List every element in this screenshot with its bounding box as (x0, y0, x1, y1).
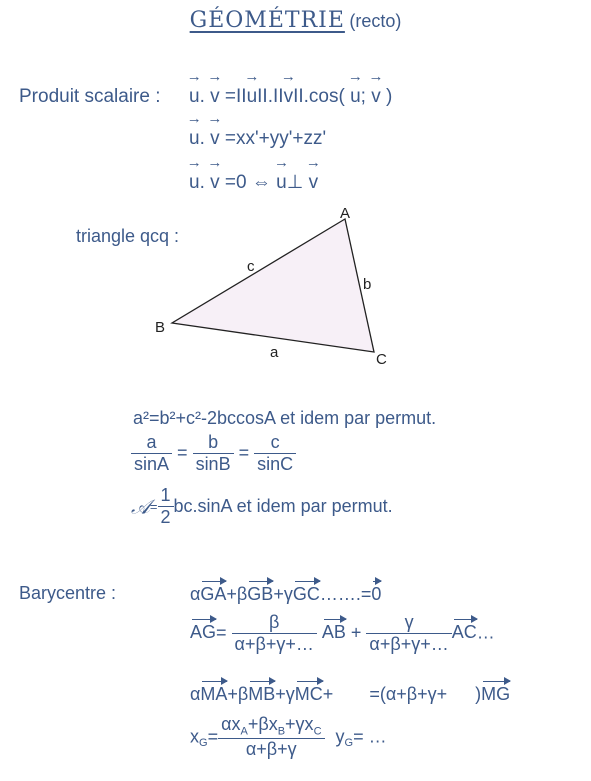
vertex-label-b: B (155, 319, 166, 336)
title-main: GÉOMÉTRIE (189, 8, 345, 33)
area-formula: 𝒜= $\frac{1}{2}$ bc.sinA et idem par permut. (131, 485, 393, 527)
vector-GB: GB (247, 584, 274, 604)
vector-u: → u (189, 86, 200, 108)
vector-u: → u (189, 128, 200, 150)
barycentre-line-1: αGA+βGB+γGC…….=0 (190, 584, 382, 604)
vector-u: → u (350, 86, 361, 108)
area-symbol: 𝒜 (131, 494, 150, 519)
vector-u: → u (276, 172, 287, 194)
vector-zero: 0 (371, 584, 382, 604)
barycentre-line-2: AG= $\frac{\beta}{\alpha+\beta+\gamma+\dots}$ AB + $\frac{\gamma}{\alpha+\beta+\gamma+\dots}$ AC… (190, 612, 495, 654)
vertex-label-c: C (376, 351, 387, 368)
vector-v: → v (210, 128, 220, 150)
vector-u: → u (247, 86, 258, 108)
vector-v: → v (210, 86, 220, 108)
vector-v: → v (210, 172, 220, 194)
barycentre-line-4: $x_G=$ $\frac{\alpha x_A+\beta x_B+\gamma x_C}{\alpha+\beta+\gamma}$ $y_G=$ … (190, 714, 387, 759)
vector-MA: MA (200, 684, 228, 704)
perpendicular-symbol: ⊥ (286, 172, 304, 193)
cosine-law: a²=b²+c²-2bccosA et idem par permut. (133, 408, 437, 428)
vector-u: → u (189, 172, 200, 194)
vector-MG: MG (481, 684, 511, 704)
vertex-label-a: A (340, 205, 351, 222)
vector-AB: AB (321, 622, 346, 643)
vector-v: → v (284, 86, 294, 108)
side-label-b: b (363, 276, 372, 293)
vector-AG: AG (190, 622, 217, 643)
barycentre-label: Barycentre : (19, 583, 117, 603)
vector-v: → v (371, 86, 381, 108)
vector-AC: AC (451, 622, 477, 643)
vector-GC: GC (292, 584, 320, 604)
sine-law: $\frac{a}{\sin A}$ = $\frac{b}{\sin B}$ = $\frac{c}{\sin C}$ (131, 432, 296, 475)
vector-GA: GA (200, 584, 227, 604)
scalar-line-2: → u. → v =xx'+yy'+zz' (189, 128, 326, 150)
title-sub: (recto) (349, 11, 402, 31)
scalar-line-1: → u. → v =II→ uII.II→ vII.cos( → u; → v ) (189, 86, 392, 108)
side-label-c: c (247, 258, 255, 275)
triangle-label: triangle qcq : (76, 226, 180, 246)
vector-v: → v (309, 172, 319, 194)
scalar-line-3: → u. → v =0 ⇔ → u⊥ → v (189, 171, 318, 194)
vector-MC: MC (294, 684, 323, 704)
vector-MB: MB (248, 684, 276, 704)
scalar-product-label: Produit scalaire : (19, 86, 161, 107)
barycentre-line-3: αMA+βMB+γMC+ =(α+β+γ+ )MG (190, 684, 511, 704)
triangle-shape (172, 219, 374, 352)
side-label-a: a (270, 344, 279, 361)
